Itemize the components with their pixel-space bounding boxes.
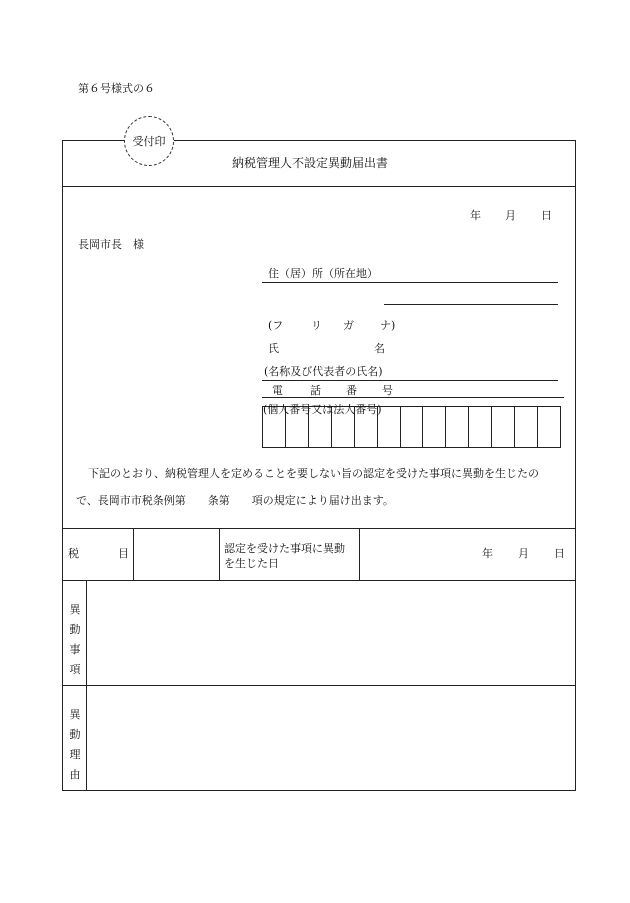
change-date-label-1: 認定を受けた事項に異動 bbox=[224, 542, 345, 555]
reception-stamp bbox=[124, 116, 174, 166]
change-items-char: 異 bbox=[69, 603, 81, 616]
addressee: 長岡市長 様 bbox=[78, 238, 144, 251]
stamp-label: 受付印 bbox=[132, 135, 166, 148]
furigana-open: (フ bbox=[268, 319, 284, 332]
name-shi: 氏 bbox=[268, 342, 279, 355]
change-reason-label bbox=[68, 705, 82, 785]
furigana-close: ナ) bbox=[380, 319, 396, 332]
number-cell[interactable] bbox=[538, 407, 560, 447]
date-year-label: 年 bbox=[470, 209, 481, 222]
frame-bottom bbox=[62, 790, 576, 791]
number-note: (個人番号又は法人番号) bbox=[263, 403, 382, 416]
form-number: 第６号様式の６ bbox=[78, 82, 155, 95]
phone-char-3: 番 bbox=[346, 384, 357, 397]
date-label-col-right bbox=[359, 528, 360, 580]
phone-char-2: 話 bbox=[310, 384, 321, 397]
change-items-char: 動 bbox=[69, 623, 81, 636]
number-cell[interactable] bbox=[492, 407, 515, 447]
change-items-label bbox=[68, 600, 82, 680]
date-day-label: 日 bbox=[541, 209, 552, 222]
phone-char-4: 号 bbox=[382, 384, 393, 397]
body-line-1: 下記のとおり、納税管理人を定めることを要しない旨の認定を受けた事項に異動を生じたの bbox=[88, 467, 539, 480]
change-reason-char: 由 bbox=[69, 768, 81, 781]
change-items-char: 事 bbox=[69, 643, 81, 656]
address-line-2[interactable] bbox=[384, 304, 558, 305]
date-month-label: 月 bbox=[505, 209, 516, 222]
tax-label-a: 税 bbox=[68, 547, 79, 560]
furigana-ri: リ bbox=[311, 319, 322, 332]
change-items-char: 項 bbox=[69, 663, 81, 676]
address-line-1[interactable] bbox=[262, 282, 558, 283]
change-reason-field[interactable] bbox=[87, 686, 574, 789]
phone-char-1: 電 bbox=[272, 384, 283, 397]
row-date-year: 年 bbox=[482, 547, 493, 560]
form-title: 納税管理人不設定異動届出書 bbox=[232, 156, 389, 170]
phone-line[interactable] bbox=[262, 397, 564, 398]
row-date-month: 月 bbox=[518, 547, 529, 560]
furigana-ga: ガ bbox=[343, 319, 354, 332]
date-label-col-left bbox=[219, 528, 220, 580]
name-note: (名称及び代表者の氏名) bbox=[264, 365, 383, 378]
number-cell[interactable] bbox=[401, 407, 424, 447]
number-cell[interactable] bbox=[515, 407, 538, 447]
number-cell[interactable] bbox=[446, 407, 469, 447]
row-date-day: 日 bbox=[554, 547, 565, 560]
name-mei: 名 bbox=[374, 342, 385, 355]
tax-label-b: 目 bbox=[118, 547, 129, 560]
address-label: 住（居）所（所在地） bbox=[268, 267, 378, 280]
change-reason-char: 理 bbox=[69, 748, 81, 761]
number-cell[interactable] bbox=[469, 407, 492, 447]
frame-right bbox=[575, 140, 576, 790]
change-reason-char: 動 bbox=[69, 728, 81, 741]
frame-left bbox=[62, 140, 63, 790]
title-divider bbox=[62, 186, 576, 187]
name-line[interactable] bbox=[262, 380, 558, 381]
change-reason-char: 異 bbox=[69, 708, 81, 721]
change-items-field[interactable] bbox=[87, 581, 574, 684]
change-date-label-2: を生じた日 bbox=[224, 557, 279, 570]
body-line-2: で、長岡市市税条例第 条第 項の規定により届け出ます。 bbox=[76, 494, 394, 507]
number-cell[interactable] bbox=[423, 407, 446, 447]
tax-item-field[interactable] bbox=[134, 529, 218, 579]
